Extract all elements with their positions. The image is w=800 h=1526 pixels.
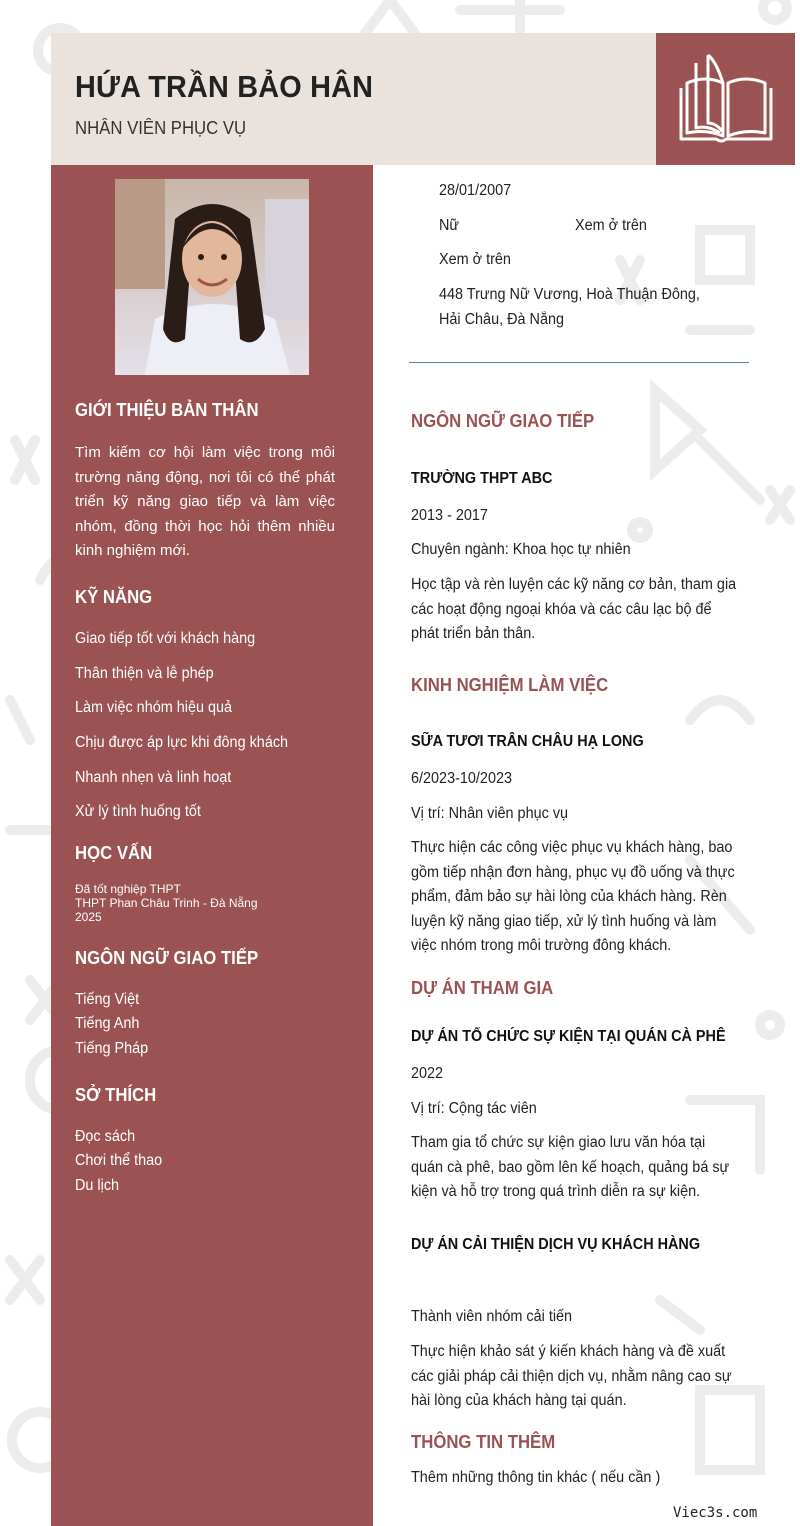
- experience-period: 6/2023-10/2023: [411, 770, 513, 787]
- project2-position: Thành viên nhóm cải tiến: [411, 1308, 573, 1325]
- email: Xem ở trên: [439, 251, 511, 268]
- project1-desc: Tham gia tổ chức sự kiện giao lưu văn hóa tại quán cà phê, bao gồm lên kế hoạch, quảng bá sự kiện và hỗ trợ trong quá trình diễn ra sự kiện.: [411, 1134, 730, 1200]
- candidate-name: HỨA TRẦN BẢO HÂN: [75, 69, 374, 104]
- projects-title: DỰ ÁN THAM GIA: [411, 978, 554, 998]
- project2-desc: Thực hiện khảo sát ý kiến khách hàng và đề xuất các giải pháp cải thiện dịch vụ, nhằm nâng cao sự hài lòng của khách hàng tại quán.: [411, 1343, 732, 1409]
- watermark: Viec3s.com: [673, 1505, 758, 1521]
- skills-title: KỸ NĂNG: [75, 587, 153, 607]
- skill-item: Thân thiện và lễ phép: [75, 665, 214, 682]
- experience-title: KINH NGHIỆM LÀM VIỆC: [411, 675, 609, 695]
- candidate-role: NHÂN VIÊN PHỤC VỤ: [75, 118, 247, 138]
- school-years: 2013 - 2017: [411, 507, 488, 524]
- header: [51, 33, 656, 165]
- skill-item: Giao tiếp tốt với khách hàng: [75, 630, 256, 647]
- skill-item: Chịu được áp lực khi đông khách: [75, 734, 289, 751]
- gender: Nữ: [439, 217, 460, 234]
- language-item: Tiếng Pháp: [75, 1040, 149, 1057]
- project1-year: 2022: [411, 1065, 444, 1082]
- phone: Xem ở trên: [575, 217, 647, 234]
- extra-title: THÔNG TIN THÊM: [411, 1432, 556, 1452]
- address-line-2: Hải Châu, Đà Nẵng: [439, 311, 565, 328]
- education-title: HỌC VẤN: [75, 843, 153, 863]
- divider: [409, 362, 749, 363]
- hobbies-title: SỞ THÍCH: [75, 1085, 157, 1105]
- hobby-item: Chơi thể thao: [75, 1152, 163, 1169]
- education-line: Đã tốt nghiệp THPT: [75, 882, 181, 896]
- school-name: TRƯỜNG THPT ABC: [411, 470, 553, 487]
- languages-title: NGÔN NGỮ GIAO TIẾP: [75, 948, 259, 968]
- school-desc: Học tập và rèn luyện các kỹ năng cơ bản, tham gia các hoạt động ngoại khóa và các câu lạc bộ để phát triển bản thân.: [411, 576, 737, 642]
- birthdate: 28/01/2007: [439, 182, 512, 199]
- education-line: 2025: [75, 910, 102, 924]
- hobby-item: Đọc sách: [75, 1128, 136, 1145]
- language-section-title: NGÔN NGỮ GIAO TIẾP: [411, 411, 595, 431]
- open-book-icon: [656, 33, 795, 165]
- skill-item: Nhanh nhẹn và linh hoạt: [75, 769, 232, 786]
- experience-desc: Thực hiện các công việc phục vụ khách hàng, bao gồm tiếp nhận đơn hàng, phục vụ đồ uống và thực phẩm, đảm bảo sự hài lòng của khách hàng. Rèn luyện kỹ năng giao tiếp, xử lý tình huống và làm việc nhóm trong môi trường đông khách.: [411, 839, 735, 954]
- address-line-1: 448 Trưng Nữ Vương, Hoà Thuận Đông,: [439, 286, 700, 303]
- education-line: THPT Phan Châu Trinh - Đà Nẵng: [75, 896, 258, 910]
- language-item: Tiếng Anh: [75, 1015, 140, 1032]
- intro-title: GIỚI THIỆU BẢN THÂN: [75, 400, 259, 420]
- logo-box: [656, 33, 795, 165]
- skill-item: Làm việc nhóm hiệu quả: [75, 699, 233, 716]
- project1-name: DỰ ÁN TỔ CHỨC SỰ KIỆN TẠI QUÁN CÀ PHÊ: [411, 1028, 726, 1045]
- skill-item: Xử lý tình huống tốt: [75, 803, 201, 820]
- project1-position: Vị trí: Cộng tác viên: [411, 1100, 537, 1117]
- experience-position: Vị trí: Nhân viên phục vụ: [411, 805, 569, 822]
- language-item: Tiếng Việt: [75, 991, 140, 1008]
- intro-text: Tìm kiếm cơ hội làm việc trong môi trường năng động, nơi tôi có thể phát triển kỹ năng giao tiếp và làm việc nhóm, đồng thời học hỏi thêm nhiều kinh nghiệm mới.: [75, 444, 335, 559]
- profile-photo: [115, 179, 309, 375]
- sidebar: [51, 165, 373, 1526]
- school-major: Chuyên ngành: Khoa học tự nhiên: [411, 541, 631, 558]
- project2-name: DỰ ÁN CẢI THIỆN DỊCH VỤ KHÁCH HÀNG: [411, 1236, 701, 1253]
- hobby-item: Du lịch: [75, 1177, 120, 1194]
- experience-company: SỮA TƯƠI TRÂN CHÂU HẠ LONG: [411, 733, 644, 750]
- extra-text: Thêm những thông tin khác ( nếu cần ): [411, 1469, 661, 1486]
